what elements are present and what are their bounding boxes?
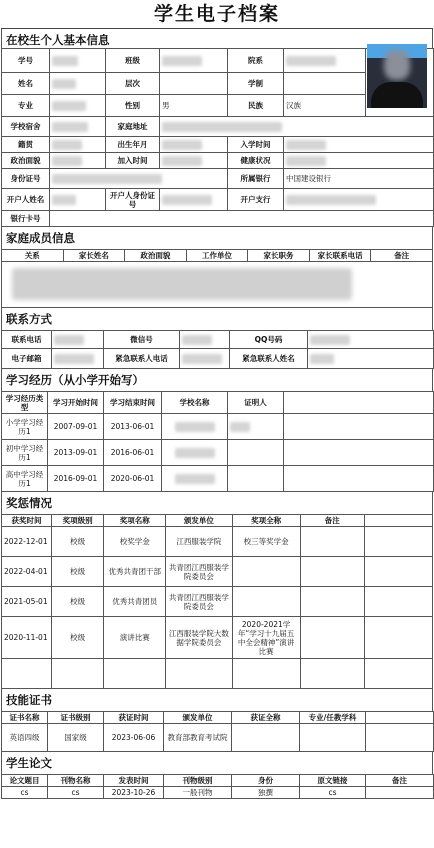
family-col-0: 关系 [2,250,64,262]
cert-blank [366,724,434,752]
family-rows-redacted [2,262,433,308]
value-home-address [160,117,434,137]
paper-level: 一般刊物 [164,787,232,799]
value-level [160,73,228,95]
label-name: 姓名 [2,73,50,95]
paper-col-0: 论文题目 [2,775,48,787]
value-major [50,95,106,117]
award-issuer: 江西服装学院 [166,527,232,557]
value-phone [52,331,104,349]
label-dorm: 学校宿舍 [2,117,50,137]
papers-table [1,774,434,799]
value-duration [284,73,366,95]
family-col-1: 家长姓名 [63,250,125,262]
paper-link: cs [300,787,366,799]
value-id-number [50,169,228,189]
paper-title: cs [2,787,48,799]
paper-col-1: 刊物名称 [48,775,104,787]
label-political: 政治面貌 [2,153,50,169]
awards-table [1,514,433,689]
paper-col-3: 刊物级别 [164,775,232,787]
award-date: 2020-11-01 [2,617,52,659]
edu-end: 2016-06-01 [104,440,162,466]
award-level: 校级 [52,587,104,617]
value-emergency-phone [180,349,230,369]
award-empty [104,659,166,689]
page-title: 学生电子档案 [1,0,433,29]
label-level: 层次 [106,73,160,95]
label-major: 专业 [2,95,50,117]
family-table [1,249,433,308]
award-col-2: 奖项名称 [104,515,166,527]
family-col-3: 工作单位 [186,250,248,262]
award-full: 校三等奖学金 [232,527,300,557]
family-col-4: 家长职务 [248,250,310,262]
section-heading-papers: 学生论文 [1,752,433,774]
award-name: 优秀共青团干部 [104,557,166,587]
value-qq [308,331,434,349]
award-date: 2022-12-01 [2,527,52,557]
section-heading-awards: 奖惩情况 [1,492,433,514]
award-remark [300,587,364,617]
award-issuer: 共青团江西服装学院委员会 [166,557,232,587]
value-name [50,73,106,95]
family-col-2: 政治面貌 [125,250,187,262]
table-row [2,466,434,492]
value-class [160,49,228,73]
value-join-date [160,153,228,169]
award-remark [300,617,364,659]
label-phone: 联系电话 [2,331,52,349]
value-card-no [50,211,434,227]
student-photo [367,44,427,108]
value-bank: 中国建设银行 [284,169,434,189]
family-col-5: 家长联系电话 [309,250,371,262]
paper-col-2: 发表时间 [104,775,164,787]
award-full [232,557,300,587]
value-political [50,153,106,169]
label-branch: 开户支行 [228,189,284,211]
label-card-no: 银行卡号 [2,211,50,227]
label-qq: QQ号码 [230,331,308,349]
award-col-5: 备注 [300,515,364,527]
edu-col-2: 学习结束时间 [104,392,162,414]
paper-col-4: 身份 [232,775,300,787]
cert-col-1: 证书级别 [48,712,104,724]
award-empty [300,659,364,689]
label-account-id: 开户人身份证号 [106,189,160,211]
award-name: 优秀共青团员 [104,587,166,617]
award-date: 2021-05-01 [2,587,52,617]
label-class: 班级 [106,49,160,73]
edu-type: 高中学习经历1 [2,466,48,492]
award-blank [364,527,432,557]
value-account-name [50,189,106,211]
edu-type: 小学学习经历1 [2,414,48,440]
value-native-place [50,137,106,153]
award-empty [232,659,300,689]
student-archive-page [1,0,433,799]
label-ethnicity: 民族 [228,95,284,117]
label-birth: 出生年月 [106,137,160,153]
contact-table [1,330,434,369]
award-remark [300,527,364,557]
value-enroll-date [284,137,434,153]
cert-col-2: 获证时间 [104,712,164,724]
award-col-1: 奖项级别 [52,515,104,527]
section-heading-basic: 在校生个人基本信息 [1,29,433,48]
value-gender: 男 [160,95,228,117]
label-duration: 学制 [228,73,284,95]
value-student-id [50,49,106,73]
value-account-id [160,189,228,211]
edu-blank [284,414,434,440]
value-dorm [50,117,106,137]
paper-date: 2023-10-26 [104,787,164,799]
label-emergency-name: 紧急联系人姓名 [230,349,308,369]
cert-col-0: 证书名称 [2,712,48,724]
award-issuer: 共青团江西服装学院委员会 [166,587,232,617]
edu-end: 2020-06-01 [104,466,162,492]
award-level: 校级 [52,617,104,659]
cert-col-5: 专业/任教学科 [300,712,366,724]
award-blank [364,617,432,659]
edu-type: 初中学习经历1 [2,440,48,466]
edu-col-4: 证明人 [228,392,284,414]
label-email: 电子邮箱 [2,349,52,369]
value-wechat [180,331,230,349]
education-table [1,391,434,492]
label-gender: 性别 [106,95,160,117]
edu-col-1: 学习开始时间 [48,392,104,414]
section-heading-certs: 技能证书 [1,689,433,711]
value-ethnicity: 汉族 [284,95,366,117]
edu-start: 2007-09-01 [48,414,104,440]
cert-issuer: 教育部教育考试院 [164,724,232,752]
section-heading-contact: 联系方式 [1,308,433,330]
label-join-date: 加入时间 [106,153,160,169]
label-id-number: 身份证号 [2,169,50,189]
paper-col-5: 原文链接 [300,775,366,787]
edu-school [162,466,228,492]
cert-level: 国家级 [48,724,104,752]
table-row [2,440,434,466]
label-native-place: 籍贯 [2,137,50,153]
paper-role: 独撰 [232,787,300,799]
value-birth [160,137,228,153]
cert-full [232,724,300,752]
certs-table [1,711,434,752]
edu-start: 2013-09-01 [48,440,104,466]
award-name: 演讲比赛 [104,617,166,659]
value-branch [284,189,434,211]
award-empty [166,659,232,689]
label-emergency-phone: 紧急联系人电话 [104,349,180,369]
award-remark [300,557,364,587]
section-heading-family: 家庭成员信息 [1,227,433,249]
edu-blank [284,440,434,466]
paper-journal: cs [48,787,104,799]
paper-remark [366,787,434,799]
paper-col-6: 备注 [366,775,434,787]
table-row [2,724,434,752]
section-heading-education: 学习经历（从小学开始写） [1,369,433,391]
label-home-address: 家庭地址 [106,117,160,137]
cert-subject [300,724,366,752]
award-empty [364,659,432,689]
value-department [284,49,366,73]
award-col-4: 奖项全称 [232,515,300,527]
award-level: 校级 [52,527,104,557]
award-issuer: 江西服装学院大数据学院委员会 [166,617,232,659]
edu-end: 2013-06-01 [104,414,162,440]
edu-col-3: 学校名称 [162,392,228,414]
family-col-6: 备注 [371,250,433,262]
value-emergency-name [308,349,434,369]
award-empty [2,659,52,689]
edu-col-blank [284,392,434,414]
award-date: 2022-04-01 [2,557,52,587]
edu-col-0: 学习经历类型 [2,392,48,414]
table-row [2,787,434,799]
cert-col-4: 获证全称 [232,712,300,724]
award-blank [364,587,432,617]
edu-blank [284,466,434,492]
label-wechat: 微信号 [104,331,180,349]
table-row [2,527,433,557]
value-email [52,349,104,369]
cert-name: 英语四级 [2,724,48,752]
label-enroll-date: 入学时间 [228,137,284,153]
award-level: 校级 [52,557,104,587]
label-bank: 所属银行 [228,169,284,189]
cert-col-3: 颁发单位 [164,712,232,724]
award-full: 2020-2021学年“学习十九届五中全会精神”演讲比赛 [232,617,300,659]
label-student-id: 学号 [2,49,50,73]
label-account-name: 开户人姓名 [2,189,50,211]
label-health: 健康状况 [228,153,284,169]
award-full [232,587,300,617]
table-row [2,587,433,617]
label-department: 院系 [228,49,284,73]
award-name: 校奖学金 [104,527,166,557]
table-row [2,557,433,587]
edu-witness [228,466,284,492]
table-row [2,414,434,440]
cert-col-blank [366,712,434,724]
award-col-3: 颁发单位 [166,515,232,527]
award-blank [364,557,432,587]
edu-school [162,440,228,466]
award-col-blank [364,515,432,527]
value-health [284,153,434,169]
edu-witness [228,414,284,440]
award-empty [52,659,104,689]
edu-school [162,414,228,440]
table-row [2,617,433,659]
cert-date: 2023-06-06 [104,724,164,752]
award-col-0: 获奖时间 [2,515,52,527]
edu-start: 2016-09-01 [48,466,104,492]
edu-witness [228,440,284,466]
